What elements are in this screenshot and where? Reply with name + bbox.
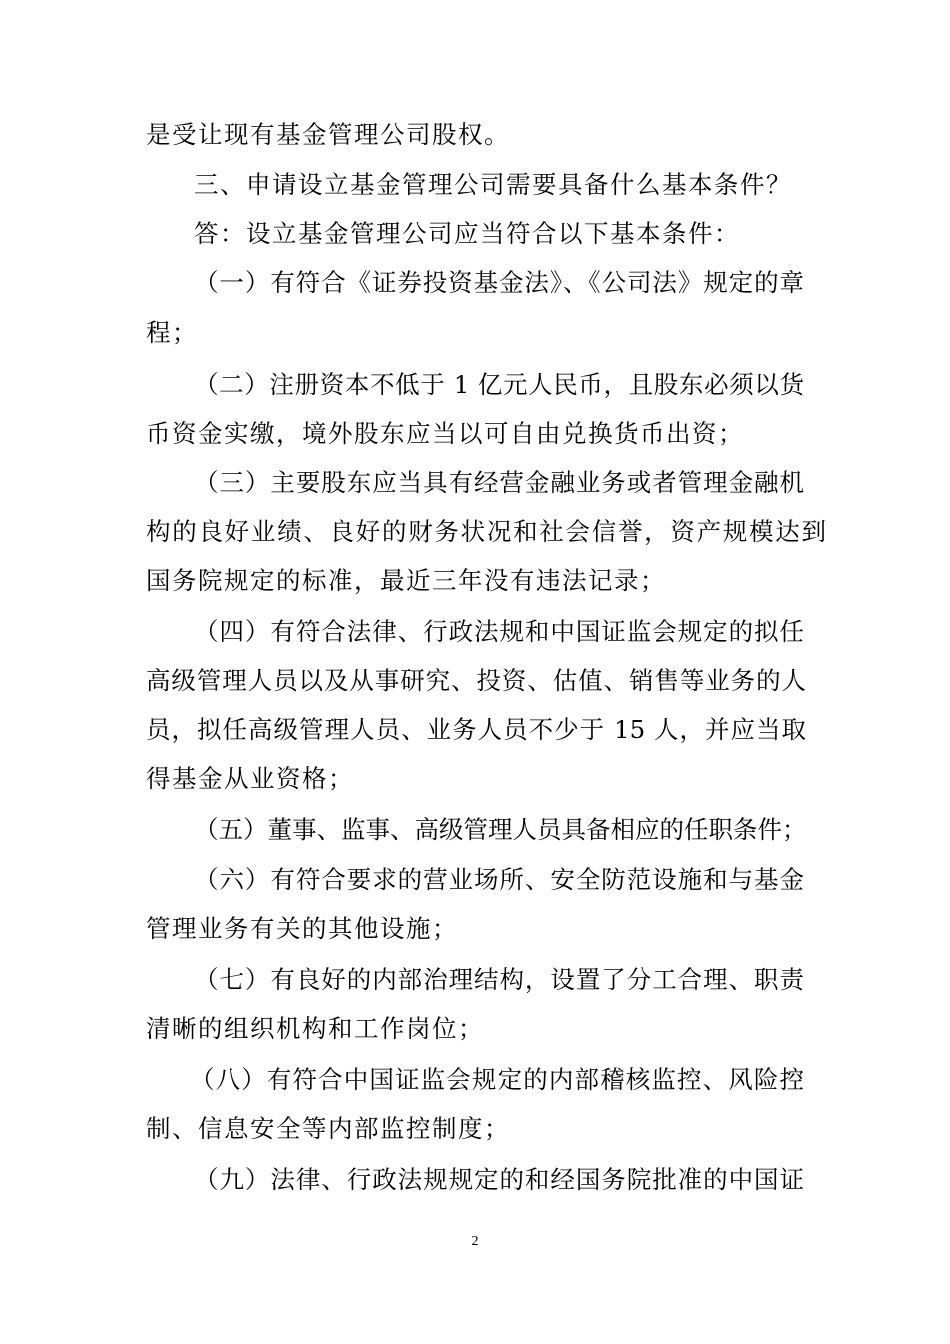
body-line: 得基金从业资格； — [146, 764, 354, 793]
page-number: 2 — [471, 1234, 479, 1249]
condition-2: （二）注册资本不低于 1 亿元人民币，且股东必须以货 — [194, 370, 804, 399]
body-line: 员，拟任高级管理人员、业务人员不少于 15 人，并应当取 — [146, 715, 806, 744]
condition-8: （八）有符合中国证监会规定的内部稽核监控、风险控 — [190, 1065, 804, 1094]
body-line: 管理业务有关的其他设施； — [146, 914, 458, 943]
condition-9: （九）法律、行政法规规定的和经国务院批准的中国证 — [194, 1165, 804, 1194]
body-line: 制、信息安全等内部监控制度； — [146, 1114, 510, 1143]
body-line: 是受让现有基金管理公司股权。 — [146, 120, 510, 149]
condition-1: （一）有符合《证券投资基金法》、《公司法》规定的章 — [194, 268, 804, 297]
body-line: 程； — [146, 318, 198, 347]
answer-intro: 答：设立基金管理公司应当符合以下基本条件： — [194, 219, 740, 248]
body-line: 高级管理人员以及从事研究、投资、估值、销售等业务的人 — [146, 666, 806, 695]
condition-3: （三）主要股东应当具有经营金融业务或者管理金融机 — [194, 468, 804, 497]
body-line: 国务院规定的标准，最近三年没有违法记录； — [146, 566, 666, 595]
body-line: 币资金实缴，境外股东应当以可自由兑换货币出资； — [146, 419, 744, 448]
condition-4: （四）有符合法律、行政法规和中国证监会规定的拟任 — [194, 617, 804, 646]
condition-5: （五）董事、监事、高级管理人员具备相应的任职条件； — [194, 815, 807, 844]
condition-7: （七）有良好的内部治理结构，设置了分工合理、职责 — [194, 965, 804, 994]
condition-6: （六）有符合要求的营业场所、安全防范设施和与基金 — [194, 865, 804, 894]
body-line: 构的良好业绩、良好的财务状况和社会信誉，资产规模达到 — [146, 517, 826, 546]
section-heading: 三、申请设立基金管理公司需要具备什么基本条件？ — [194, 170, 792, 199]
body-line: 清晰的组织机构和工作岗位； — [146, 1014, 484, 1043]
